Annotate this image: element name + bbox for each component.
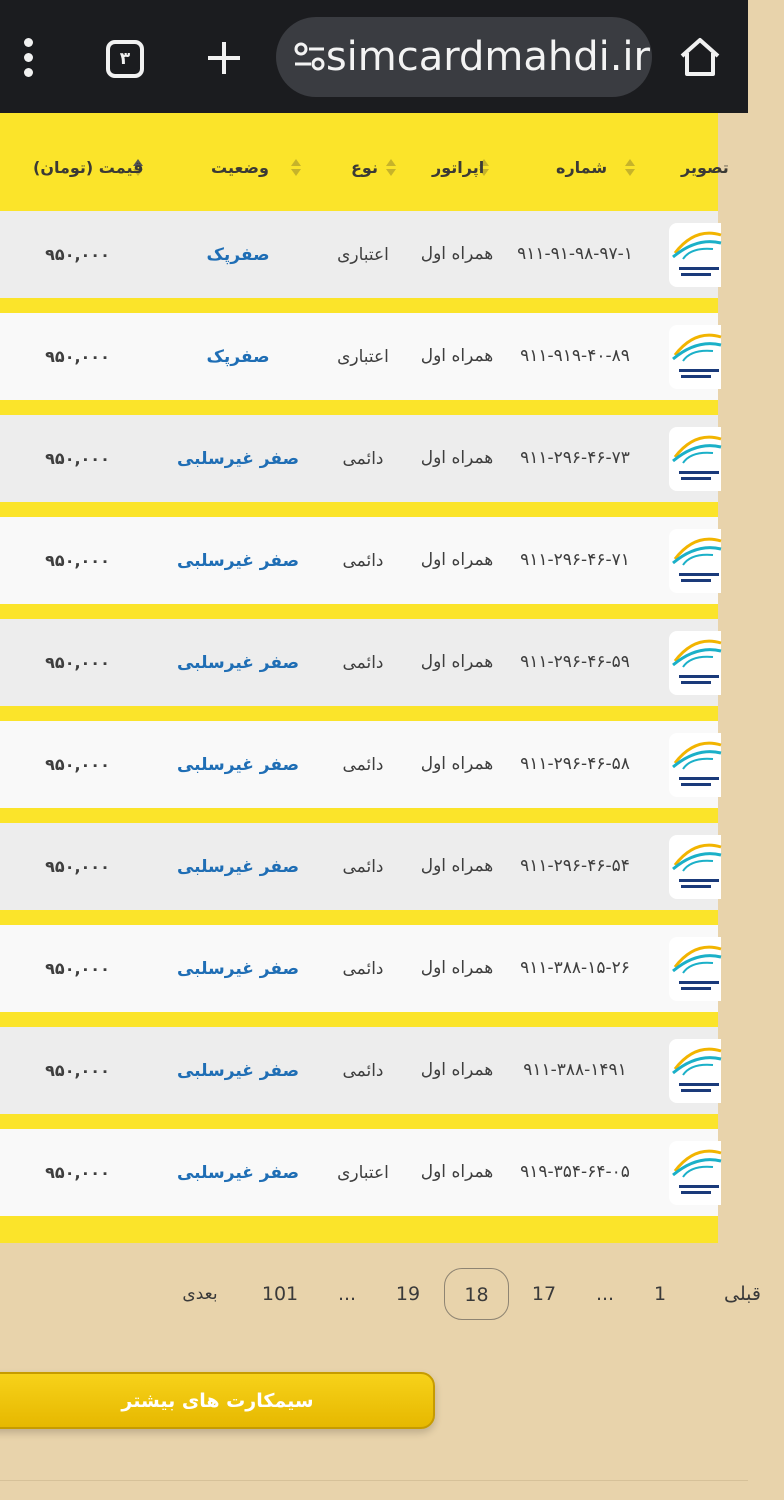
table-row[interactable] xyxy=(0,211,718,298)
operator-cell: همراه اول xyxy=(420,448,494,468)
header-status[interactable]: وضعیت xyxy=(211,158,269,177)
number-cell: ۹۱۱-۳۸۸-۱۴۹۱ xyxy=(523,1060,627,1080)
operator-logo-cell xyxy=(669,313,721,400)
operator-cell: همراه اول xyxy=(420,652,494,672)
hamrah-aval-logo-icon xyxy=(669,325,721,389)
operator-cell: همراه اول xyxy=(420,550,494,570)
operator-cell: همراه اول xyxy=(420,244,494,264)
price-cell: ۹۵۰,۰۰۰ xyxy=(45,449,110,468)
more-simcards-button[interactable]: سیمکارت های بیشتر xyxy=(0,1372,435,1429)
table-row[interactable] xyxy=(0,823,718,910)
number-cell: ۹۱۱-۳۸۸-۱۵-۲۶ xyxy=(520,958,630,978)
status-cell[interactable]: صفر غیرسلبی xyxy=(176,1060,300,1081)
operator-logo-cell xyxy=(669,823,721,910)
type-cell: دائمی xyxy=(342,448,384,469)
hamrah-aval-logo-icon xyxy=(669,1141,721,1205)
number-cell: ۹۱۱-۹۱-۹۸-۹۷-۱ xyxy=(517,244,633,264)
header-type[interactable]: نوع xyxy=(351,158,378,177)
next-page-link[interactable]: بعدی xyxy=(182,1284,218,1304)
type-cell: اعتباری xyxy=(337,1162,389,1183)
status-cell[interactable]: صفر غیرسلبی xyxy=(176,754,300,775)
status-cell[interactable]: صفرپک xyxy=(206,346,270,367)
number-cell: ۹۱۱-۲۹۶-۴۶-۵۹ xyxy=(520,652,630,672)
page-link[interactable]: 101 xyxy=(261,1283,299,1305)
hamrah-aval-logo-icon xyxy=(669,223,721,287)
hamrah-aval-logo-icon xyxy=(669,733,721,797)
table-row[interactable] xyxy=(0,517,718,604)
price-cell: ۹۵۰,۰۰۰ xyxy=(45,857,110,876)
hamrah-aval-logo-icon xyxy=(669,1039,721,1103)
price-cell: ۹۵۰,۰۰۰ xyxy=(45,653,110,672)
table-header xyxy=(0,113,729,211)
type-cell: اعتباری xyxy=(337,346,389,367)
site-settings-icon[interactable] xyxy=(292,39,328,75)
current-page[interactable]: 18 xyxy=(444,1268,509,1320)
price-cell: ۹۵۰,۰۰۰ xyxy=(45,551,110,570)
browser-toolbar xyxy=(0,0,748,113)
number-cell: ۹۱۱-۲۹۶-۴۶-۷۱ xyxy=(520,550,630,570)
hamrah-aval-logo-icon xyxy=(669,835,721,899)
table-row[interactable] xyxy=(0,313,718,400)
operator-cell: همراه اول xyxy=(420,856,494,876)
type-cell: دائمی xyxy=(342,1060,384,1081)
hamrah-aval-logo-icon xyxy=(669,427,721,491)
sort-status-icon[interactable] xyxy=(291,158,301,178)
operator-cell: همراه اول xyxy=(420,346,494,366)
price-cell: ۹۵۰,۰۰۰ xyxy=(45,1061,110,1080)
sort-number-icon[interactable] xyxy=(625,158,635,178)
page-link[interactable]: 19 xyxy=(395,1283,421,1305)
page-link[interactable]: 1 xyxy=(653,1283,667,1305)
page-ellipsis: ... xyxy=(595,1283,615,1305)
operator-logo-cell xyxy=(669,1129,721,1216)
type-cell: دائمی xyxy=(342,754,384,775)
hamrah-aval-logo-icon xyxy=(669,631,721,695)
number-cell: ۹۱۱-۹۱۹-۴۰-۸۹ xyxy=(520,346,630,366)
prev-page-link[interactable]: قبلی xyxy=(724,1283,761,1305)
header-price[interactable]: قیمت (تومان) xyxy=(33,158,144,177)
operator-logo-cell xyxy=(669,619,721,706)
operator-cell: همراه اول xyxy=(420,754,494,774)
simcard-table xyxy=(0,113,729,1243)
status-cell[interactable]: صفر غیرسلبی xyxy=(176,856,300,877)
operator-logo-cell xyxy=(669,415,721,502)
header-number[interactable]: شماره xyxy=(556,158,608,177)
hamrah-aval-logo-icon xyxy=(669,529,721,593)
status-cell[interactable]: صفر غیرسلبی xyxy=(176,550,300,571)
type-cell: دائمی xyxy=(342,652,384,673)
operator-logo-cell xyxy=(669,721,721,808)
divider xyxy=(0,1480,748,1481)
number-cell: ۹۱۱-۲۹۶-۴۶-۵۴ xyxy=(520,856,630,876)
table-row[interactable] xyxy=(0,619,718,706)
header-operator[interactable]: اپراتور xyxy=(432,158,485,177)
operator-logo-cell xyxy=(669,1027,721,1114)
operator-logo-cell xyxy=(669,211,721,298)
new-tab-icon[interactable] xyxy=(204,36,244,80)
status-cell[interactable]: صفر غیرسلبی xyxy=(176,958,300,979)
number-cell: ۹۱۱-۲۹۶-۴۶-۵۸ xyxy=(520,754,630,774)
page-link[interactable]: 17 xyxy=(531,1283,557,1305)
price-cell: ۹۵۰,۰۰۰ xyxy=(45,755,110,774)
operator-cell: همراه اول xyxy=(420,1060,494,1080)
table-row[interactable] xyxy=(0,721,718,808)
table-row[interactable] xyxy=(0,925,718,1012)
page-ellipsis: ... xyxy=(337,1283,357,1305)
more-menu-icon[interactable] xyxy=(14,36,44,80)
address-bar[interactable] xyxy=(276,17,652,97)
type-cell: دائمی xyxy=(342,856,384,877)
home-icon[interactable] xyxy=(676,34,724,80)
status-cell[interactable]: صفر غیرسلبی xyxy=(176,652,300,673)
type-cell: اعتباری xyxy=(337,244,389,265)
type-cell: دائمی xyxy=(342,958,384,979)
status-cell[interactable]: صفر غیرسلبی xyxy=(176,1162,300,1183)
sort-type-icon[interactable] xyxy=(386,158,396,178)
number-cell: ۹۱۹-۳۵۴-۶۴-۰۵ xyxy=(520,1162,630,1182)
status-cell[interactable]: صفر غیرسلبی xyxy=(176,448,300,469)
number-cell: ۹۱۱-۲۹۶-۴۶-۷۳ xyxy=(520,448,630,468)
price-cell: ۹۵۰,۰۰۰ xyxy=(45,1163,110,1182)
price-cell: ۹۵۰,۰۰۰ xyxy=(45,959,110,978)
operator-logo-cell xyxy=(669,517,721,604)
table-row[interactable] xyxy=(0,1129,718,1216)
table-row[interactable] xyxy=(0,1027,718,1114)
operator-logo-cell xyxy=(669,925,721,1012)
header-image: تصویر xyxy=(681,158,729,177)
table-row[interactable] xyxy=(0,415,718,502)
price-cell: ۹۵۰,۰۰۰ xyxy=(45,245,110,264)
tab-switcher-button[interactable]: ۳ xyxy=(106,40,144,78)
url-text: simcardmahdi.ir xyxy=(325,34,650,80)
price-cell: ۹۵۰,۰۰۰ xyxy=(45,347,110,366)
pagination xyxy=(0,1262,761,1326)
type-cell: دائمی xyxy=(342,550,384,571)
operator-cell: همراه اول xyxy=(420,1162,494,1182)
operator-cell: همراه اول xyxy=(420,958,494,978)
status-cell[interactable]: صفرپک xyxy=(206,244,270,265)
hamrah-aval-logo-icon xyxy=(669,937,721,1001)
